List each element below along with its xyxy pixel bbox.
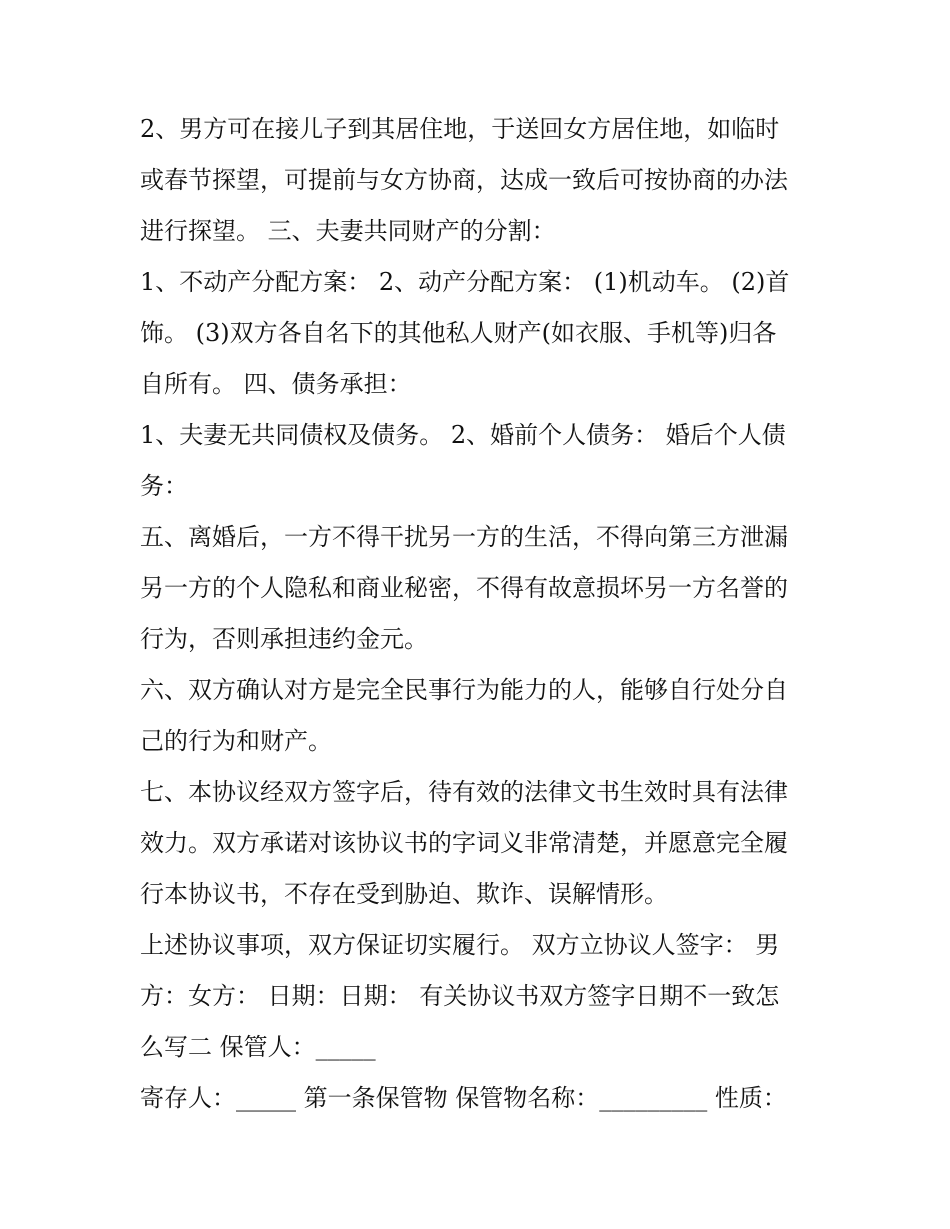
text-line: 行本协议书，不存在受到胁迫、欺诈、误解情形。: [140, 880, 668, 908]
text-line: 自所有。 四、债务承担：: [140, 370, 412, 398]
text-line: 己的行为和财产。: [140, 727, 332, 755]
text-line: 饰。 (3)双方各自名下的其他私人财产(如衣服、手机等)归各: [140, 319, 777, 347]
text-line: 六、双方确认对方是完全民事行为能力的人，能够自行处分自: [140, 676, 788, 704]
text-line: 上述协议事项，双方保证切实履行。 双方立协议人签字： 男: [140, 931, 780, 959]
text-line: 2、男方可在接儿子到其居住地，于送回女方居住地，如临时: [140, 115, 780, 143]
text-line: 行为，否则承担违约金元。: [140, 625, 428, 653]
text-line: 寄存人：_____ 第一条保管物 保管物名称：_________ 性质：: [140, 1084, 787, 1112]
text-line: 效力。双方承诺对该协议书的字词义非常清楚，并愿意完全履: [140, 829, 788, 857]
text-line: 七、本协议经双方签字后，待有效的法律文书生效时具有法律: [140, 778, 788, 806]
text-line: 方：女方： 日期：日期： 有关协议书双方签字日期不一致怎: [140, 982, 780, 1010]
document-body: [140, 104, 820, 1124]
text-line: 或春节探望，可提前与女方协商，达成一致后可按协商的办法: [140, 166, 788, 194]
text-line: 么写二 保管人：_____: [140, 1033, 376, 1061]
text-line: 另一方的个人隐私和商业秘密，不得有故意损坏另一方名誉的: [140, 574, 788, 602]
text-line: 进行探望。 三、夫妻共同财产的分割：: [140, 217, 556, 245]
text-line: 1、不动产分配方案： 2、动产分配方案： (1)机动车。 (2)首: [140, 268, 790, 296]
text-line: 务：: [140, 472, 188, 500]
text-line: 1、夫妻无共同债权及债务。 2、婚前个人债务： 婚后个人债: [140, 421, 786, 449]
text-line: 五、离婚后，一方不得干扰另一方的生活，不得向第三方泄漏: [140, 523, 788, 551]
